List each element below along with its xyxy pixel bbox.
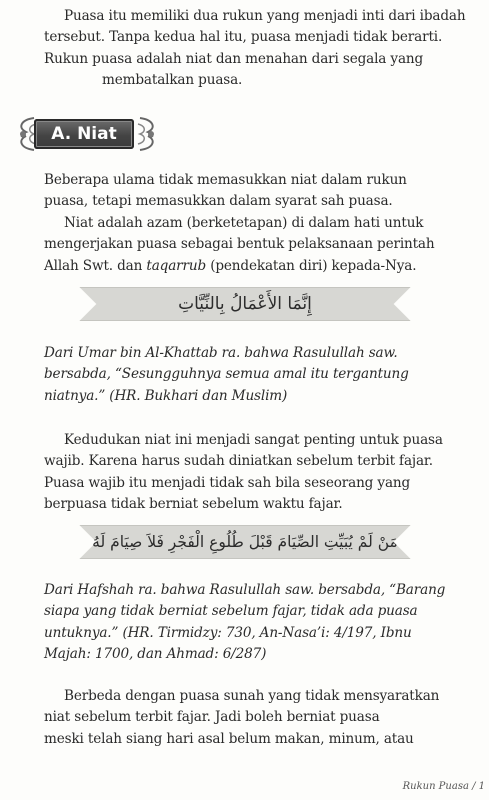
text-line: berpuasa tidak berniat sebelum waktu fajar. <box>44 496 343 513</box>
text-line: niatnya.” (HR. Bukhari dan Muslim) <box>44 387 288 404</box>
hadith-translation-2 <box>44 580 464 666</box>
text-run: Allah Swt. dan <box>44 257 147 274</box>
text-line <box>44 256 464 277</box>
text-line: Niat adalah azam (berketetapan) di dalam hati untuk <box>64 215 424 231</box>
text-line: Beberapa ulama tidak memasukkan niat dalam rukun <box>44 172 407 188</box>
hadith-translation-1 <box>44 343 464 407</box>
text-line: bersabda, “Sesungguhnya semua amal itu tergantung <box>44 366 409 383</box>
paragraph-1 <box>44 170 464 213</box>
paragraph-2 <box>44 213 464 277</box>
section-heading: A. Niat <box>51 124 117 144</box>
italic-term: taqarrub <box>146 257 207 274</box>
text-line: Berbeda dengan puasa sunah yang tidak mensyaratkan <box>64 688 440 704</box>
text-line: Dari Hafshah ra. bahwa Rasulullah saw. bersabda, “Barang <box>44 582 446 598</box>
text-line: puasa, tetapi memasukkan dalam syarat sah puasa. <box>44 193 393 210</box>
text-line: Rukun puasa adalah niat dan menahan dari segala yang <box>44 50 424 67</box>
text-line: Puasa itu memiliki dua rukun yang menjadi inti dari ibadah <box>64 8 466 24</box>
heading-box <box>34 119 134 149</box>
text-line: Kedudukan niat ini menjadi sangat penting untuk puasa <box>64 432 443 448</box>
paragraph-3 <box>44 430 464 516</box>
section-heading-badge <box>14 114 160 154</box>
text-line: Majah: 1700, dan Ahmad: 6/287) <box>44 646 267 663</box>
text-line: untuknya.” (HR. Tirmidzy: 730, An-Nasa’i: 4/197, Ibnu <box>44 624 412 641</box>
arabic-hadith-1: إِنَّمَا الأَعْمَالُ بِالنِّيَّاتِ <box>178 294 312 314</box>
text-line: meski telah siang hari asal belum makan, minum, atau <box>44 730 414 747</box>
ornament-right-icon <box>136 114 160 154</box>
arabic-banner-1 <box>78 287 412 321</box>
arabic-banner-2 <box>78 525 412 559</box>
text-line: niat sebelum terbit fajar. Jadi boleh berniat puasa <box>44 709 380 726</box>
text-run: (pendekatan diri) kepada-Nya. <box>206 257 417 274</box>
text-line: siapa yang tidak berniat sebelum fajar, tidak ada puasa <box>44 603 418 620</box>
text-line: Dari Umar bin Al-Khattab ra. bahwa Rasulullah saw. <box>44 345 398 361</box>
text-line: tersebut. Tanpa kedua hal itu, puasa menjadi tidak berarti. <box>44 29 443 46</box>
text-line: wajib. Karena harus sudah diniatkan sebelum terbit fajar. <box>44 453 433 470</box>
paragraph-4 <box>44 686 464 750</box>
text-line: mengerjakan puasa sebagai bentuk pelaksanaan perintah <box>44 236 435 253</box>
page-footer: Rukun Puasa / 1 <box>402 781 485 792</box>
intro-paragraph <box>44 6 464 92</box>
text-line: membatalkan puasa. <box>102 72 243 89</box>
text-line: Puasa wajib itu menjadi tidak sah bila seseorang yang <box>44 474 411 491</box>
arabic-hadith-2: مَنْ لَمْ يُبَيِّتِ الصِّيَامَ قَبْلَ طُلُوعِ الْفَجْرِ فَلاَ صِيَامَ لَهُ <box>92 533 398 551</box>
